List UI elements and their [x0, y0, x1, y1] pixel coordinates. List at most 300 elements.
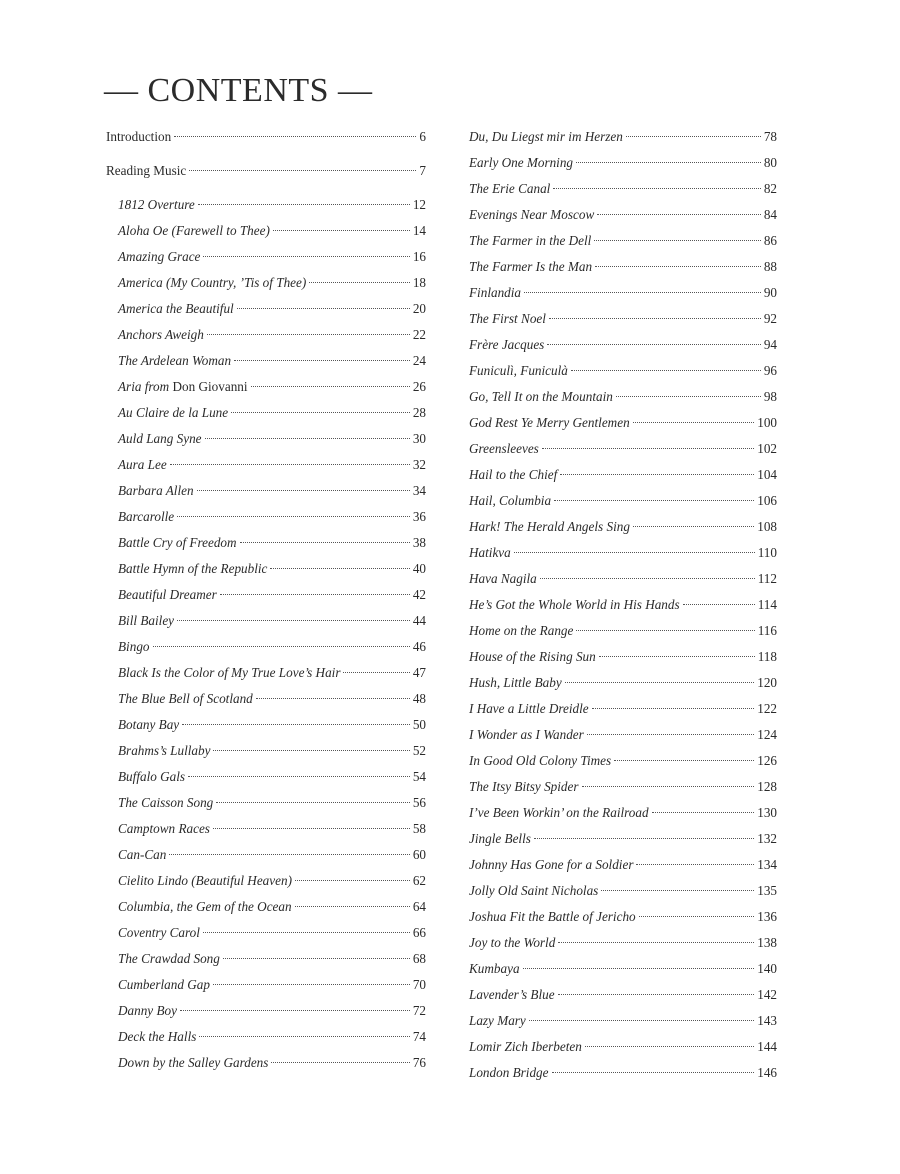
toc-entry-title-text: God Rest Ye Merry Gentlemen: [469, 415, 630, 430]
toc-entry-title: [469, 982, 555, 1008]
dot-leader: [199, 1036, 409, 1037]
toc-entry-title: [118, 530, 237, 556]
dot-leader: [177, 516, 410, 517]
dot-leader: [170, 464, 410, 465]
toc-entry-title: [469, 592, 680, 618]
toc-entry: [469, 1008, 777, 1034]
toc-entry: [106, 946, 426, 972]
dot-leader: [153, 646, 410, 647]
toc-entry: [469, 1060, 777, 1086]
toc-entry-title-text: The Farmer in the Dell: [469, 233, 592, 248]
dot-leader: [213, 984, 410, 985]
dot-leader: [237, 308, 410, 309]
toc-entry-title-text: Funiculì, Funiculà: [469, 363, 568, 378]
toc-entry: [106, 894, 426, 920]
toc-entry-title-text: Joshua Fit the Battle of Jericho: [469, 909, 636, 924]
dot-leader: [585, 1046, 754, 1047]
toc-entry-page: 34: [412, 483, 426, 498]
dot-leader: [177, 620, 410, 621]
toc-entry-title-text: Botany Bay: [118, 717, 180, 732]
toc-entry-title-text: Hail to the Chief: [469, 467, 558, 482]
toc-entry-title: [118, 738, 210, 764]
toc-entry-page: 74: [412, 1029, 426, 1044]
toc-entry-title: [469, 904, 636, 930]
dot-leader: [271, 1062, 409, 1063]
dot-leader: [540, 578, 755, 579]
toc-entry-title: [118, 920, 200, 946]
dot-leader: [529, 1020, 754, 1021]
toc-entry-title-text: Danny Boy: [118, 1003, 177, 1018]
toc-entry-title: [118, 556, 267, 582]
toc-entry-page: 90: [763, 285, 777, 300]
toc-entry: [106, 124, 426, 158]
toc-entry-title-text: Cielito Lindo (Beautiful Heaven): [118, 873, 292, 888]
toc-entry-page: 86: [763, 233, 777, 248]
toc-entry-title: [118, 244, 200, 270]
toc-entry-title: [118, 634, 150, 660]
toc-entry: [106, 816, 426, 842]
toc-entry: [106, 218, 426, 244]
toc-entry-title: [469, 306, 546, 332]
toc-entry: [469, 930, 777, 956]
toc-entry: [106, 738, 426, 764]
dot-leader: [571, 370, 761, 371]
toc-entry: [106, 1050, 426, 1076]
toc-entry-page: 68: [412, 951, 426, 966]
toc-entry-page: 134: [757, 857, 777, 872]
toc-entry-title: [469, 800, 649, 826]
toc-entry-title-text: America (My Country, ’Tis of Thee): [118, 275, 307, 290]
toc-entry-title-text: Au Claire de la Lune: [118, 405, 229, 420]
toc-entry-title: [118, 426, 202, 452]
toc-entry-page: 40: [412, 561, 426, 576]
toc-entry-title-text: In Good Old Colony Times: [469, 753, 612, 768]
toc-entry: [106, 270, 426, 296]
toc-entry: [469, 722, 777, 748]
toc-entry-page: 66: [412, 925, 426, 940]
toc-entry-title: [118, 478, 194, 504]
toc-entry: [106, 920, 426, 946]
toc-entry-page: 98: [763, 389, 777, 404]
toc-entry: [469, 826, 777, 852]
toc-entry: [106, 582, 426, 608]
toc-entry-title-text: He’s Got the Whole World in His Hands: [469, 597, 680, 612]
toc-entry-page: 20: [412, 301, 426, 316]
toc-entry: [469, 592, 777, 618]
toc-entry-title-text: Hava Nagila: [469, 571, 537, 586]
toc-entry: [469, 410, 777, 436]
toc-entry-page: 122: [757, 701, 777, 716]
toc-entry-page: 136: [757, 909, 777, 924]
dot-leader: [205, 438, 410, 439]
dot-leader: [169, 854, 409, 855]
toc-entry-page: 36: [412, 509, 426, 524]
toc-entry: [106, 868, 426, 894]
dot-leader: [576, 630, 754, 631]
toc-entry-page: 102: [757, 441, 777, 456]
toc-entry: [469, 800, 777, 826]
toc-entry-page: 135: [757, 883, 777, 898]
toc-entry-title: [469, 124, 623, 150]
toc-entry-title: [469, 358, 568, 384]
dot-leader: [180, 1010, 410, 1011]
dot-leader: [626, 136, 761, 137]
toc-entry-title-text: Amazing Grace: [118, 249, 201, 264]
dot-leader: [223, 958, 410, 959]
toc-entry: [469, 878, 777, 904]
toc-entry-title: [469, 436, 539, 462]
toc-entry-page: 28: [412, 405, 426, 420]
toc-entry-title: [469, 930, 555, 956]
toc-entry-title: [469, 852, 633, 878]
dot-leader: [270, 568, 409, 569]
toc-entry-title-text: Hatikva: [469, 545, 511, 560]
toc-entry-title-text: Anchors Aweigh: [118, 327, 204, 342]
dot-leader: [599, 656, 755, 657]
toc-entry-title: [469, 696, 589, 722]
toc-entry-title-text: The Ardelean Woman: [118, 353, 232, 368]
toc-entry: [469, 306, 777, 332]
toc-entry-page: 138: [757, 935, 777, 950]
toc-entry-title-text: Greensleeves: [469, 441, 539, 456]
toc-entry-title-text: Brahms’s Lullaby: [118, 743, 211, 758]
toc-entry-title: [469, 332, 544, 358]
toc-entry-title: [469, 1008, 526, 1034]
toc-entry-page: 104: [757, 467, 777, 482]
toc-entry-page: 114: [757, 597, 777, 612]
toc-entry-title: [469, 488, 551, 514]
toc-entry-title-text: Hark! The Herald Angels Sing: [469, 519, 630, 534]
dot-leader: [636, 864, 754, 865]
toc-entry-page: 48: [412, 691, 426, 706]
toc-entry: [106, 530, 426, 556]
toc-entry-title: [118, 790, 213, 816]
toc-entry-page: 58: [412, 821, 426, 836]
toc-entry-page: 50: [412, 717, 426, 732]
toc-entry: [106, 660, 426, 686]
dot-leader: [587, 734, 754, 735]
toc-entry-page: 47: [412, 665, 426, 680]
dot-leader: [554, 500, 754, 501]
toc-entry-page: 72: [412, 1003, 426, 1018]
toc-entry-title-text: Coventry Carol: [118, 925, 200, 940]
page-title: — CONTENTS —: [104, 72, 373, 109]
dot-leader: [295, 906, 410, 907]
toc-entry: [469, 956, 777, 982]
dot-leader: [524, 292, 761, 293]
toc-entry-title: [469, 176, 550, 202]
dot-leader: [633, 526, 754, 527]
dot-leader: [213, 828, 410, 829]
toc-entry-title: [118, 816, 210, 842]
toc-entry-page: 96: [763, 363, 777, 378]
toc-entry-title-text: The Farmer Is the Man: [469, 259, 593, 274]
dot-leader: [542, 448, 754, 449]
toc-entry: [469, 540, 777, 566]
toc-entry: [106, 998, 426, 1024]
toc-entry-title: [469, 1060, 549, 1086]
toc-entry: [469, 774, 777, 800]
toc-entry-title-text: Finlandia: [469, 285, 522, 300]
dot-leader: [616, 396, 761, 397]
toc-entry-title: [118, 452, 167, 478]
toc-entry: [469, 280, 777, 306]
toc-entry-title: [118, 998, 177, 1024]
toc-entry-title: [469, 774, 579, 800]
toc-entry-title: [469, 462, 557, 488]
toc-entry-title: [118, 686, 253, 712]
dot-leader: [213, 750, 409, 751]
toc-entry: [106, 972, 426, 998]
toc-entry-title-text: Lomir Zich Iberbeten: [469, 1039, 582, 1054]
toc-entry-title: [118, 1050, 268, 1076]
toc-entry-title-text: Camptown Races: [118, 821, 210, 836]
toc-entry-title-text: Battle Hymn of the Republic: [118, 561, 268, 576]
toc-entry-page: 46: [412, 639, 426, 654]
toc-entry: [106, 478, 426, 504]
toc-entry: [469, 384, 777, 410]
dot-leader: [309, 282, 410, 283]
toc-entry-page: 126: [757, 753, 777, 768]
toc-entry-title-text: Auld Lang Syne: [118, 431, 202, 446]
toc-entry-page: 78: [763, 129, 777, 144]
dot-leader: [203, 256, 409, 257]
toc-entry-title: [118, 270, 306, 296]
toc-entry-title-text: Black Is the Color of My True Love’s Hair: [118, 665, 341, 680]
toc-entry-title: [118, 972, 210, 998]
dot-leader: [231, 412, 410, 413]
toc-entry-page: 26: [412, 379, 426, 394]
toc-entry-title: [118, 946, 220, 972]
toc-entry-title-text: I’ve Been Workin’ on the Railroad: [469, 805, 649, 820]
toc-entry-title: [469, 748, 611, 774]
toc-entry-page: 100: [757, 415, 777, 430]
toc-entry-title: [469, 514, 630, 540]
toc-entry: [469, 150, 777, 176]
toc-entry: [106, 842, 426, 868]
toc-entry: [106, 348, 426, 374]
dot-leader: [652, 812, 755, 813]
toc-entry-title: [118, 192, 195, 218]
dot-leader: [558, 994, 755, 995]
toc-entry-title-text: Cumberland Gap: [118, 977, 210, 992]
toc-entry-page: 124: [757, 727, 777, 742]
toc-entry: [469, 1034, 777, 1060]
toc-entry: [469, 618, 777, 644]
toc-entry: [106, 634, 426, 660]
dot-leader: [633, 422, 755, 423]
toc-entry-title-text: Jolly Old Saint Nicholas: [469, 883, 599, 898]
toc-entry-page: 106: [757, 493, 777, 508]
toc-entry-title: [469, 1034, 582, 1060]
dot-leader: [197, 490, 410, 491]
toc-entry-title-text: Down by the Salley Gardens: [118, 1055, 269, 1070]
toc-entry: [469, 462, 777, 488]
toc-entry-title-text: Home on the Range: [469, 623, 574, 638]
toc-entry: [106, 192, 426, 218]
toc-entry-title-text: Buffalo Gals: [118, 769, 186, 784]
toc-entry-title: [469, 566, 537, 592]
toc-entry: [469, 748, 777, 774]
toc-entry-title-text: Lazy Mary: [469, 1013, 526, 1028]
dot-leader: [549, 318, 761, 319]
toc-entry-title: [118, 660, 340, 686]
contents-column-right: [469, 124, 777, 1086]
toc-entry: [469, 696, 777, 722]
toc-entry-title-text: I Wonder as I Wander: [469, 727, 584, 742]
toc-entry-page: 42: [412, 587, 426, 602]
toc-entry-title: [469, 228, 591, 254]
toc-entry-page: 130: [757, 805, 777, 820]
toc-entry-page: 24: [412, 353, 426, 368]
dot-leader: [234, 360, 410, 361]
toc-entry-page: 112: [757, 571, 777, 586]
toc-entry-page: 92: [763, 311, 777, 326]
toc-entry-title-text: London Bridge: [469, 1065, 549, 1080]
dot-leader: [188, 776, 410, 777]
dot-leader: [203, 932, 410, 933]
toc-entry-title-text: I Have a Little Dreidle: [469, 701, 589, 716]
toc-entry-page: 108: [757, 519, 777, 534]
toc-entry-title-text: Barbara Allen: [118, 483, 194, 498]
toc-entry-title-text: Evenings Near Moscow: [469, 207, 595, 222]
toc-entry-title-text: The Crawdad Song: [118, 951, 220, 966]
toc-entry: [106, 556, 426, 582]
toc-entry: [106, 1024, 426, 1050]
toc-entry-title: [106, 124, 171, 150]
toc-entry-title-text: Bingo: [118, 639, 150, 654]
toc-entry-title-text: Introduction: [106, 129, 172, 144]
toc-entry-title-text: Aria from: [118, 379, 170, 394]
dot-leader: [614, 760, 754, 761]
toc-entry-title-text: Barcarolle: [118, 509, 175, 524]
toc-entry-page: 84: [763, 207, 777, 222]
toc-entry-title-text: America the Beautiful: [118, 301, 234, 316]
toc-entry-page: 94: [763, 337, 777, 352]
dot-leader: [514, 552, 755, 553]
toc-entry-page: 144: [757, 1039, 777, 1054]
dot-leader: [251, 386, 410, 387]
toc-entry: [469, 358, 777, 384]
toc-entry-title-text: Aloha Oe (Farewell to Thee): [118, 223, 270, 238]
toc-entry-title-text: Jingle Bells: [469, 831, 531, 846]
toc-entry-page: 22: [412, 327, 426, 342]
toc-entry-title: [469, 956, 520, 982]
toc-entry: [106, 686, 426, 712]
dot-leader: [273, 230, 410, 231]
toc-entry: [106, 504, 426, 530]
toc-entry-page: 76: [412, 1055, 426, 1070]
toc-entry: [106, 764, 426, 790]
toc-entry-page: 12: [412, 197, 426, 212]
toc-entry-title-text: Battle Cry of Freedom: [118, 535, 237, 550]
dot-leader: [295, 880, 410, 881]
toc-entry: [469, 176, 777, 202]
dot-leader: [576, 162, 761, 163]
toc-entry-title: [469, 384, 613, 410]
toc-entry: [469, 124, 777, 150]
toc-entry-title-text: Du, Du Liegst mir im Herzen: [469, 129, 623, 144]
toc-entry: [106, 296, 426, 322]
dot-leader: [683, 604, 755, 605]
toc-entry-page: 116: [757, 623, 777, 638]
toc-entry-page: 80: [763, 155, 777, 170]
dot-leader: [594, 240, 760, 241]
toc-entry-title: [469, 644, 596, 670]
toc-entry-title-text: House of the Rising Sun: [469, 649, 596, 664]
toc-entry-title: [118, 348, 231, 374]
dot-leader: [523, 968, 755, 969]
dot-leader: [547, 344, 761, 345]
toc-entry-page: 6: [419, 129, 426, 144]
toc-entry-title-text: 1812 Overture: [118, 197, 195, 212]
toc-entry: [469, 566, 777, 592]
toc-entry-page: 14: [412, 223, 426, 238]
dot-leader: [343, 672, 409, 673]
toc-entry-page: 110: [757, 545, 777, 560]
toc-entry: [106, 400, 426, 426]
dot-leader: [601, 890, 754, 891]
toc-entry-page: 88: [763, 259, 777, 274]
toc-entry-page: 54: [412, 769, 426, 784]
toc-entry: [106, 452, 426, 478]
toc-entry-title: [118, 868, 292, 894]
dot-leader: [560, 474, 754, 475]
toc-entry-page: 30: [412, 431, 426, 446]
toc-entry: [469, 514, 777, 540]
toc-entry-title: [118, 374, 248, 400]
toc-entry-title: [118, 608, 174, 634]
toc-entry: [469, 644, 777, 670]
toc-entry-title: [118, 712, 179, 738]
toc-entry-title: [469, 826, 531, 852]
toc-entry: [469, 982, 777, 1008]
toc-entry-title: [469, 202, 594, 228]
toc-entry-title-text: Hail, Columbia: [469, 493, 552, 508]
toc-entry-page: 118: [757, 649, 777, 664]
toc-entry-title: [118, 322, 204, 348]
toc-entry-title: [469, 540, 511, 566]
toc-entry-title: [118, 218, 270, 244]
toc-entry-title: [118, 894, 292, 920]
toc-entry-page: 16: [412, 249, 426, 264]
toc-entry-title: [118, 842, 166, 868]
toc-entry: [469, 488, 777, 514]
toc-entry: [106, 244, 426, 270]
toc-entry-title-text: Early One Morning: [469, 155, 574, 170]
toc-entry-page: 120: [757, 675, 777, 690]
toc-entry: [106, 790, 426, 816]
toc-entry-title-text: Reading Music: [106, 163, 187, 178]
toc-entry-title-text: Beautiful Dreamer: [118, 587, 217, 602]
dot-leader: [174, 136, 416, 137]
toc-entry: [469, 852, 777, 878]
toc-entry-page: 18: [412, 275, 426, 290]
toc-entry-title-text: Aura Lee: [118, 457, 167, 472]
toc-entry: [106, 374, 426, 400]
toc-entry-title-text: Frère Jacques: [469, 337, 545, 352]
toc-entry: [469, 202, 777, 228]
dot-leader: [553, 188, 760, 189]
contents-column-left: [106, 124, 426, 1076]
toc-entry-title-text: Joy to the World: [469, 935, 556, 950]
toc-entry-title-text: Deck the Halls: [118, 1029, 197, 1044]
toc-entry-page: 60: [412, 847, 426, 862]
dot-leader: [207, 334, 410, 335]
toc-entry-title-text: Columbia, the Gem of the Ocean: [118, 899, 292, 914]
toc-entry-title-text: Kumbaya: [469, 961, 520, 976]
toc-entry-title: [118, 582, 217, 608]
